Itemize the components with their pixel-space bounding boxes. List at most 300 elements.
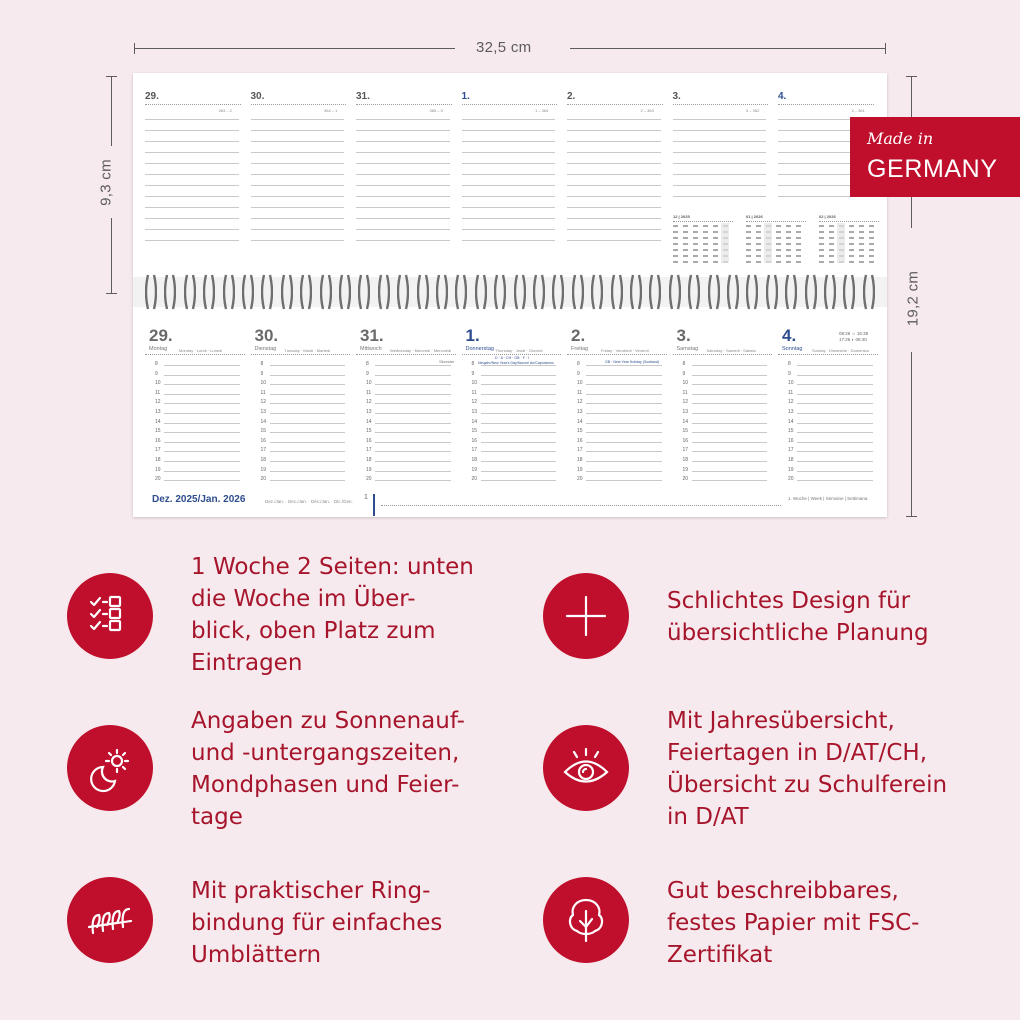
hour-label: 8 (155, 361, 158, 367)
binding-ring (475, 273, 487, 311)
hour-line (481, 384, 557, 385)
feature-text-sun-moon: Angaben zu Sonnenauf- und -untergangszeiten, Mondphasen und Feier- tage (191, 708, 465, 830)
binding-ring (572, 273, 584, 311)
mini-calendar-cell (869, 225, 874, 227)
binding-ring (649, 273, 661, 311)
hour-label: 12 (682, 399, 689, 406)
hour-label: 11 (366, 389, 372, 396)
bottom-day-name: Montag (149, 346, 168, 352)
hour-label: 13 (788, 409, 794, 415)
bottom-day-subnames: Saturday · Samedi · Sabato (706, 348, 756, 353)
writing-line (462, 218, 556, 219)
mini-calendar-cell (683, 243, 688, 245)
writing-line (251, 163, 345, 164)
mini-calendar-cell (703, 231, 708, 233)
mini-calendar-cell (713, 231, 718, 233)
hour-line (797, 375, 873, 376)
writing-line (673, 196, 767, 197)
hour-line (481, 394, 557, 395)
hour-label: 15 (366, 428, 372, 435)
mini-calendar-cell (849, 255, 854, 257)
mini-calendar-cell (756, 255, 761, 257)
mini-calendar-cell (746, 261, 751, 263)
top-day-underline (673, 104, 769, 105)
hour-line (164, 365, 240, 366)
top-day-meta: 365 – 0 (429, 108, 443, 113)
hour-label: 18 (155, 457, 161, 463)
hour-line (270, 365, 346, 366)
bottom-day-subnames: Wednesday · Mercredi · Mercoledì (390, 348, 452, 353)
mini-calendar-cell (829, 231, 834, 233)
writing-line (462, 229, 556, 230)
hour-label: 20 (682, 476, 689, 483)
feature-text-design: Schlichtes Design für übersichtliche Planung (667, 588, 929, 646)
writing-line (251, 130, 345, 131)
bottom-day-name: Freitag (571, 346, 589, 352)
binding-ring (436, 273, 448, 311)
hour-line (481, 432, 557, 433)
mini-calendar-cell (746, 231, 751, 233)
hour-label: 15 (155, 428, 161, 435)
mini-calendar-cell (819, 243, 824, 245)
mini-calendar-cell (713, 255, 718, 257)
hour-label: 19 (366, 466, 372, 473)
hour-label: 13 (471, 409, 478, 415)
mini-calendar-cell (796, 249, 801, 251)
mini-calendar-cell (756, 249, 761, 251)
binding-ring (630, 273, 642, 311)
hour-label: 14 (366, 418, 372, 425)
hour-label: 17 (788, 447, 794, 454)
writing-line (356, 119, 450, 120)
mini-calendar-cell (859, 243, 864, 245)
mini-calendar-cell (746, 225, 751, 227)
writing-line (462, 240, 556, 241)
binding-ring (145, 273, 157, 311)
writing-line (356, 240, 450, 241)
writing-line (145, 207, 239, 208)
writing-line (673, 185, 767, 186)
mini-calendar-cell (849, 261, 854, 263)
hour-line (270, 471, 346, 472)
bottom-day-name: Donnerstag (465, 346, 494, 352)
mini-calendar-cell (819, 237, 824, 239)
writing-line (145, 174, 239, 175)
hour-label: 15 (682, 428, 689, 435)
hour-line (375, 451, 451, 452)
hour-line (692, 442, 768, 443)
binding-ring (397, 273, 409, 311)
hour-line (586, 461, 662, 462)
hour-line (375, 384, 451, 385)
hour-line (481, 461, 557, 462)
writing-line (356, 218, 450, 219)
week-number: 1 (364, 494, 368, 501)
mini-calendar-cell (756, 231, 761, 233)
mini-calendar-cell (786, 243, 791, 245)
eye-icon (543, 725, 629, 811)
mini-calendar-cell (829, 225, 834, 227)
mini-calendar-cell (693, 237, 698, 239)
mini-calendar-cell (713, 243, 718, 245)
writing-line (251, 240, 345, 241)
writing-line (356, 163, 450, 164)
hour-line (375, 423, 451, 424)
writing-line (462, 119, 556, 120)
writing-line (356, 229, 450, 230)
month-label: Dez. 2025/Jan. 2026 (152, 494, 246, 505)
writing-line (145, 163, 239, 164)
hour-label: 9 (788, 370, 791, 377)
bottom-day-name: Samstag (676, 346, 699, 352)
mini-calendar-cell (776, 261, 781, 263)
hour-line (481, 423, 557, 424)
mini-calendar-cell (683, 249, 688, 251)
binding-ring (203, 273, 215, 311)
hour-label: 10 (788, 380, 794, 387)
hour-line (164, 423, 240, 424)
bottom-day-subnames: Monday · Lundi · Lunedì (179, 348, 223, 353)
binding-ring (339, 273, 351, 311)
writing-line (356, 152, 450, 153)
bottom-day-underline (145, 354, 245, 355)
mini-calendar-cell (869, 231, 874, 233)
writing-line (567, 218, 661, 219)
binding-ring (824, 273, 836, 311)
hour-label: 16 (471, 437, 478, 444)
hour-label: 18 (788, 457, 794, 463)
top-day-number: 3. (672, 91, 681, 102)
hour-label: 17 (577, 447, 583, 454)
bottom-day-underline (778, 354, 878, 355)
mini-calendar-cell (859, 261, 864, 263)
writing-line (462, 152, 556, 153)
mini-calendar-cell (796, 243, 801, 245)
hour-label: 15 (577, 428, 583, 435)
hour-label: 11 (788, 389, 794, 396)
hour-label: 19 (260, 466, 267, 473)
hour-label: 18 (682, 457, 689, 463)
top-day-meta: 2 – 363 (640, 108, 654, 113)
mini-calendar-cell (713, 237, 718, 239)
hour-label: 16 (366, 437, 372, 444)
mini-calendar-cell (829, 243, 834, 245)
mini-calendar-cell (683, 231, 688, 233)
week-label: 1. Woche | Week | Semaine | Settimana (788, 496, 868, 501)
hour-label: 13 (366, 409, 372, 415)
hour-line (586, 471, 662, 472)
hour-line (375, 471, 451, 472)
hour-line (270, 423, 346, 424)
hour-line (797, 442, 873, 443)
writing-line (462, 207, 556, 208)
mini-calendar-title: 12 | 2025 (673, 214, 690, 219)
writing-line (567, 240, 661, 241)
hour-line (692, 375, 768, 376)
hour-line (586, 480, 662, 481)
hour-label: 11 (471, 389, 477, 396)
writing-line (356, 174, 450, 175)
writing-line (567, 141, 661, 142)
binding-ring (746, 273, 758, 311)
binding-ring (417, 273, 429, 311)
binding-ring (378, 273, 390, 311)
top-day-meta: 4 – 361 (851, 108, 865, 113)
mini-calendar-cell (849, 231, 854, 233)
top-day-meta: 1 – 364 (535, 108, 549, 113)
width-dimension-tick-left (134, 43, 135, 54)
binding-ring (242, 273, 254, 311)
hour-line (375, 442, 451, 443)
mini-calendar-cell (796, 225, 801, 227)
writing-line (567, 196, 661, 197)
mini-calendar-cell (819, 255, 824, 257)
mini-calendar-cell (776, 243, 781, 245)
hour-line (797, 471, 873, 472)
writing-line (673, 152, 767, 153)
mini-calendar-title: 02 | 2026 (819, 214, 836, 219)
hour-line (797, 403, 873, 404)
badge-script-text: Made in (867, 129, 934, 148)
mini-calendar-cell (746, 249, 751, 251)
badge-country-text: GERMANY (867, 155, 998, 183)
top-day-number: 2. (567, 91, 576, 102)
mini-calendar-cell (786, 237, 791, 239)
hour-label: 16 (577, 437, 583, 444)
sunrise-times: 08:26 ☼ 16:39 (839, 331, 869, 336)
writing-line (462, 174, 556, 175)
writing-line (673, 130, 767, 131)
hour-line (164, 451, 240, 452)
hour-label: 12 (471, 399, 478, 406)
hour-line (797, 394, 873, 395)
hour-line (481, 451, 557, 452)
binding-ring (281, 273, 293, 311)
hour-label: 10 (260, 380, 267, 387)
mini-calendar-cell (849, 225, 854, 227)
feature-text-ring-binding: Mit praktischer Ring- bindung für einfaches Umblättern (191, 878, 443, 968)
bottom-day-subnames: Tuesday · Mardi · Martedì (284, 348, 331, 353)
mini-calendar-cell (869, 237, 874, 239)
sunset-times: 17:26 ◐ 08:40 (839, 337, 867, 342)
mini-calendar-underline (819, 221, 879, 222)
hour-label: 10 (577, 380, 583, 387)
mini-calendar-week-highlight (764, 223, 772, 263)
hour-label: 15 (788, 428, 794, 435)
mini-calendar-cell (859, 237, 864, 239)
top-day-meta: 364 – 1 (324, 108, 338, 113)
writing-line (462, 130, 556, 131)
hour-label: 12 (788, 399, 794, 406)
width-dimension-line-left (135, 48, 455, 49)
hour-line (270, 413, 346, 414)
hour-line (586, 375, 662, 376)
hour-line (692, 423, 768, 424)
writing-line (145, 185, 239, 186)
hour-line (375, 461, 451, 462)
height-top-dimension-label: 9,3 cm (97, 159, 115, 206)
top-day-underline (356, 104, 452, 105)
mini-calendar-cell (776, 231, 781, 233)
mini-calendar-cell (673, 243, 678, 245)
hour-line (692, 432, 768, 433)
hour-label: 15 (260, 428, 267, 435)
hour-line (797, 461, 873, 462)
mini-calendar-cell (786, 225, 791, 227)
writing-line (673, 174, 767, 175)
hour-line (164, 480, 240, 481)
mini-calendar-cell (829, 237, 834, 239)
mini-calendar-cell (776, 255, 781, 257)
binding-ring (494, 273, 506, 311)
writing-line (356, 185, 450, 186)
binding-ring (358, 273, 370, 311)
writing-line (567, 174, 661, 175)
hour-line (270, 480, 346, 481)
hour-line (164, 471, 240, 472)
writing-line (567, 119, 661, 120)
height-total-dimension-label: 19,2 cm (904, 270, 922, 327)
hour-line (797, 423, 873, 424)
hour-label: 9 (155, 370, 158, 377)
mini-calendar-cell (786, 249, 791, 251)
made-in-germany-badge (850, 117, 1020, 197)
top-day-number: 31. (356, 91, 370, 102)
hour-line (692, 461, 768, 462)
mini-calendar-cell (796, 231, 801, 233)
binding-ring (552, 273, 564, 311)
mini-calendar-cell (859, 255, 864, 257)
mini-calendar-cell (756, 243, 761, 245)
bottom-day-number: 1. (465, 326, 480, 345)
bottom-day-number: 4. (782, 326, 797, 345)
mini-calendar-cell (829, 255, 834, 257)
hour-line (481, 403, 557, 404)
binding-ring (785, 273, 797, 311)
hour-label: 18 (366, 457, 372, 463)
hour-line (481, 365, 557, 366)
hour-label: 11 (682, 389, 688, 396)
hour-label: 12 (260, 399, 267, 406)
hour-line (692, 394, 768, 395)
hour-label: 8 (682, 361, 686, 367)
hour-label: 14 (682, 418, 689, 425)
bottom-day-underline (567, 354, 667, 355)
writing-line (251, 174, 345, 175)
month-sublabel: Dez./Jan. · Dec./Jan. · Déc./Jan. · Dic./Gen. (265, 499, 353, 504)
mini-calendar-cell (673, 225, 678, 227)
hour-line (481, 375, 557, 376)
writing-line (567, 185, 661, 186)
mini-calendar-cell (673, 231, 678, 233)
hour-label: 9 (577, 370, 580, 377)
hour-line (692, 480, 768, 481)
binding-ring (533, 273, 545, 311)
hour-label: 18 (471, 457, 478, 463)
hour-line (692, 365, 768, 366)
hour-line (586, 451, 662, 452)
mini-calendar-cell (796, 261, 801, 263)
hour-label: 11 (260, 389, 266, 396)
hour-label: 12 (577, 399, 583, 406)
mini-calendar-cell (693, 231, 698, 233)
mini-calendar-cell (703, 225, 708, 227)
hour-line (375, 365, 451, 366)
hour-line (481, 480, 557, 481)
mini-calendar-cell (869, 261, 874, 263)
tree-icon (543, 877, 629, 963)
bottom-day-number: 29. (149, 326, 173, 345)
mini-calendar-cell (869, 255, 874, 257)
binding-ring (223, 273, 235, 311)
writing-line (567, 163, 661, 164)
writing-line (145, 196, 239, 197)
height-top-dimension-line-lower (111, 218, 112, 293)
hour-label: 19 (788, 466, 794, 473)
hour-label: 19 (155, 466, 161, 473)
mini-calendar-cell (776, 249, 781, 251)
hour-label: 14 (260, 418, 267, 425)
binding-ring (611, 273, 623, 311)
holiday-silvester: Silvester (439, 359, 455, 364)
hour-line (270, 432, 346, 433)
binding-ring (805, 273, 817, 311)
mini-calendar-cell (786, 255, 791, 257)
hour-label: 17 (366, 447, 372, 454)
hour-line (797, 432, 873, 433)
mini-calendar-cell (683, 237, 688, 239)
mini-calendar-cell (713, 249, 718, 251)
binding-ring (669, 273, 681, 311)
writing-line (251, 229, 345, 230)
mini-calendar-cell (849, 249, 854, 251)
hour-line (164, 375, 240, 376)
mini-calendar-cell (786, 261, 791, 263)
writing-line (145, 119, 239, 120)
mini-calendar-cell (673, 237, 678, 239)
mini-calendar-cell (673, 261, 678, 263)
mini-calendar-cell (869, 249, 874, 251)
writing-line (251, 196, 345, 197)
feature-text-overview: Mit Jahresübersicht, Feiertagen in D/AT/CH, Übersicht zu Schulferein in D/AT (667, 708, 948, 830)
top-day-meta: 363 – 2 (218, 108, 232, 113)
hour-label: 14 (155, 418, 161, 425)
footer-dotline (381, 505, 781, 506)
hour-line (270, 461, 346, 462)
bottom-day-number: 31. (360, 326, 384, 345)
mini-calendar-cell (849, 243, 854, 245)
writing-line (673, 141, 767, 142)
binding-ring (863, 273, 875, 311)
hour-label: 12 (155, 399, 161, 406)
mini-calendar-cell (869, 243, 874, 245)
height-total-dimension-line-lower (911, 352, 912, 516)
binding-ring (766, 273, 778, 311)
hour-label: 14 (577, 418, 583, 425)
top-day-number: 4. (778, 91, 787, 102)
height-total-tick-bottom (906, 516, 917, 517)
hour-label: 9 (471, 370, 475, 377)
mini-calendar-cell (796, 237, 801, 239)
hour-label: 19 (471, 466, 478, 473)
feature-text-paper: Gut beschreibbares, festes Papier mit FSC- Zertifikat (667, 878, 920, 968)
mini-calendar-cell (796, 255, 801, 257)
hour-line (375, 375, 451, 376)
hour-line (164, 442, 240, 443)
mini-calendar-underline (746, 221, 806, 222)
holiday-countries: D · A · CH · GB · F · I (495, 356, 530, 360)
hour-label: 19 (577, 466, 583, 473)
